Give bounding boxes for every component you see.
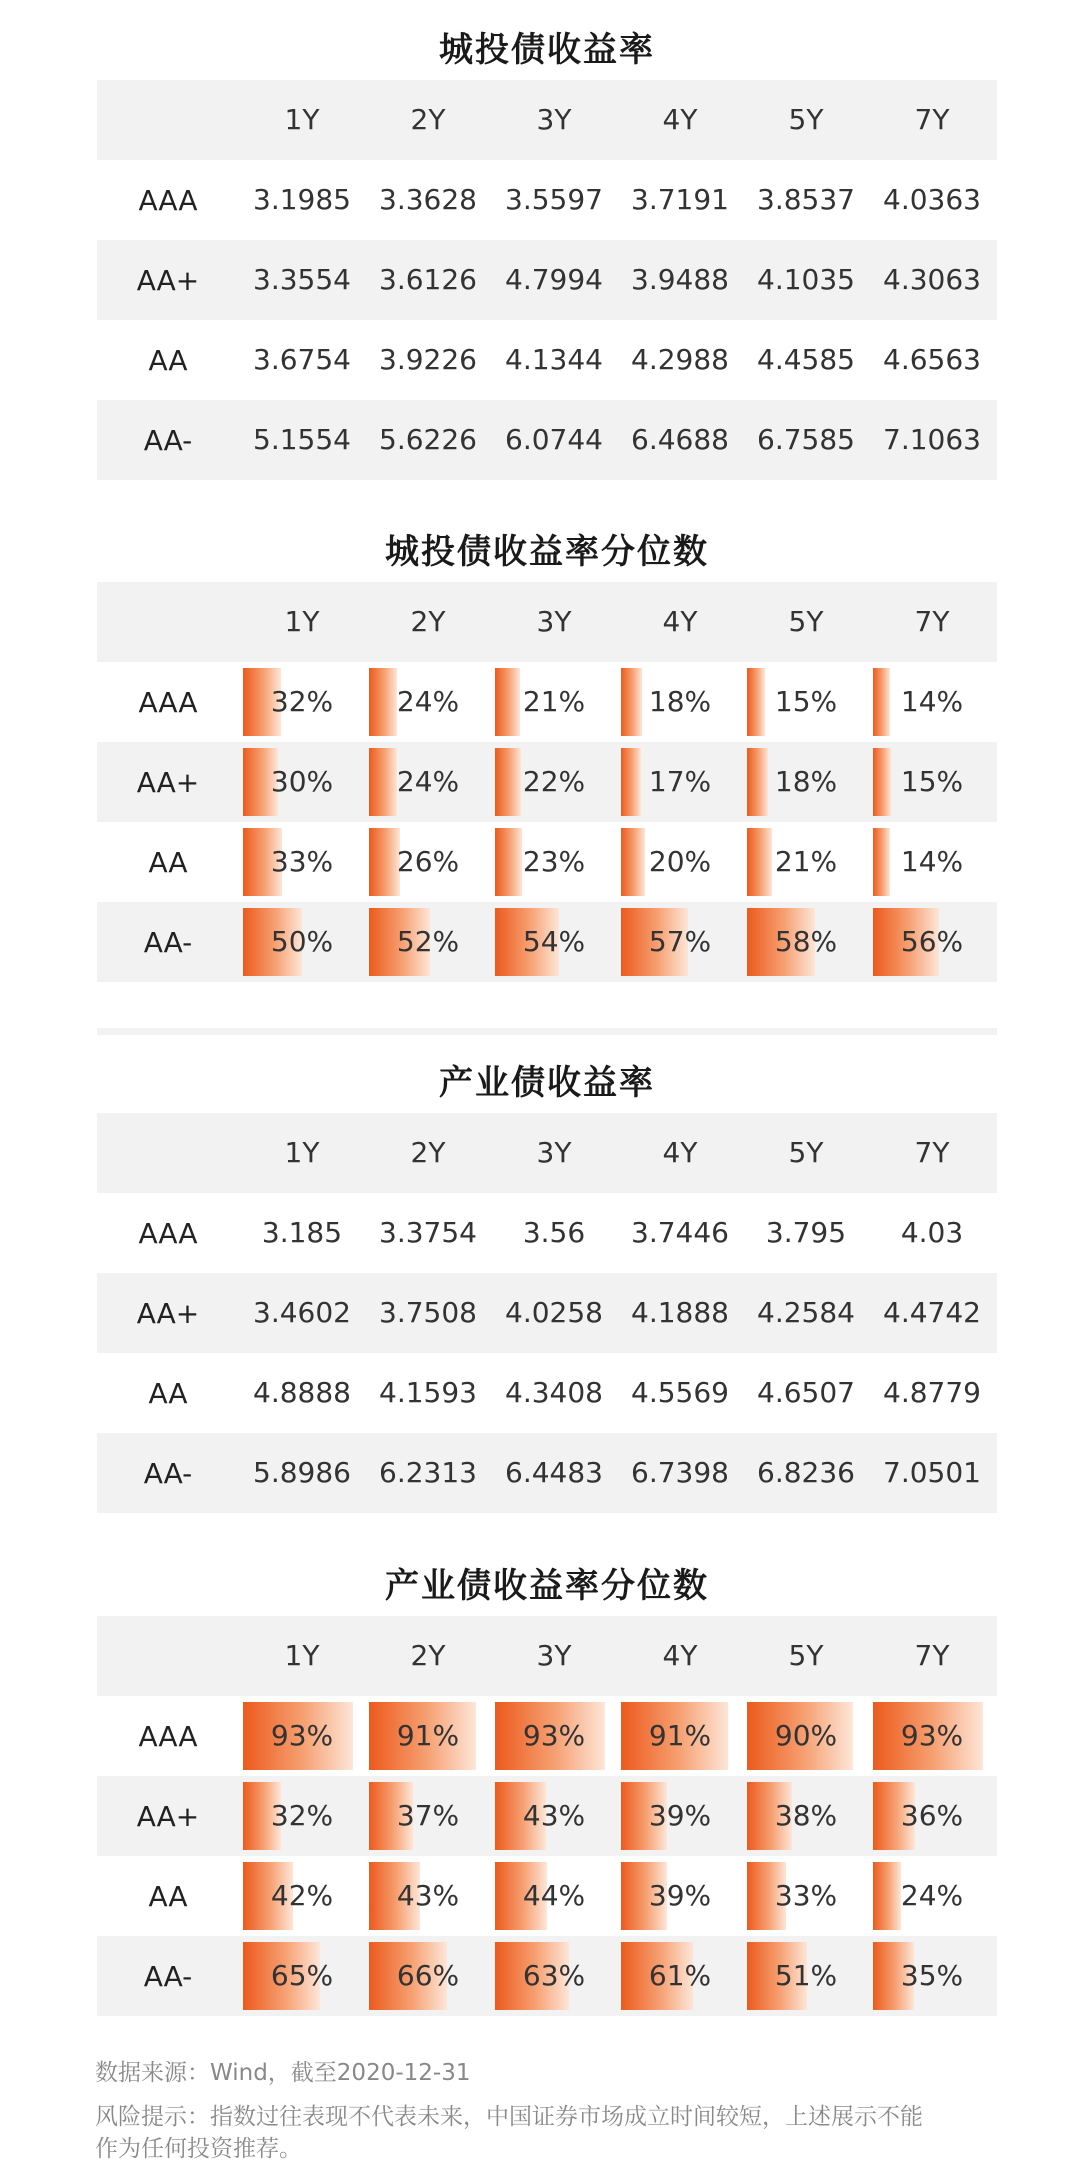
value-cell: 4.03: [900, 1216, 964, 1249]
value-cell: 4.1344: [505, 343, 603, 376]
value-cell: 4.4742: [883, 1296, 981, 1329]
value-cell: 3.795: [765, 1216, 847, 1249]
percentile-cell: [869, 902, 995, 982]
header-row: [97, 582, 997, 662]
percentile-cell: [617, 1936, 743, 2016]
percentile-cell: [239, 1856, 365, 1936]
row-label: AA-: [143, 1456, 193, 1490]
table-row: [97, 822, 997, 902]
value-cell: 4.6563: [883, 343, 981, 376]
percentile-value: 44%: [522, 1879, 586, 1912]
row-label: AA: [148, 343, 188, 377]
section-divider: [97, 1028, 997, 1035]
value-cell: 4.1593: [379, 1376, 477, 1409]
percentile-cell: [491, 902, 617, 982]
percentile-cell: [491, 1776, 617, 1856]
column-header: 7Y: [914, 103, 950, 136]
percentile-cell: [365, 662, 491, 742]
percentile-value: 15%: [900, 765, 964, 798]
table-row: [97, 1776, 997, 1856]
row-label: AA+: [136, 1296, 200, 1330]
header-row: [97, 80, 997, 160]
percentile-value: 42%: [270, 1879, 334, 1912]
column-header: 5Y: [788, 605, 824, 638]
percentile-value: 43%: [396, 1879, 460, 1912]
row-label: AA+: [136, 765, 200, 799]
percentile-cell: [743, 1776, 869, 1856]
table-row: [97, 902, 997, 982]
value-cell: 6.0744: [505, 423, 603, 456]
value-cell: 7.0501: [883, 1456, 981, 1489]
percentile-value: 18%: [774, 765, 838, 798]
value-cell: 5.1554: [253, 423, 351, 456]
percentile-value: 58%: [774, 925, 838, 958]
column-header: 3Y: [536, 1639, 572, 1672]
percentile-cell: [239, 1936, 365, 2016]
value-cell: 3.3754: [379, 1216, 477, 1249]
table-row: [97, 1433, 997, 1513]
percentile-cell: [239, 1776, 365, 1856]
value-cell: 3.7446: [631, 1216, 729, 1249]
column-header: 5Y: [788, 1639, 824, 1672]
value-cell: 4.3063: [883, 263, 981, 296]
value-cell: 6.2313: [379, 1456, 477, 1489]
value-cell: 6.4483: [505, 1456, 603, 1489]
table-row: [97, 1936, 997, 2016]
percentile-cell: [617, 822, 743, 902]
percentile-cell: [743, 1856, 869, 1936]
row-label: AAA: [138, 1216, 198, 1250]
header-row: [97, 1616, 997, 1696]
value-cell: 6.7585: [757, 423, 855, 456]
percentile-value: 39%: [648, 1799, 712, 1832]
percentile-value: 24%: [396, 765, 460, 798]
table-row: [97, 240, 997, 320]
percentile-value: 43%: [522, 1799, 586, 1832]
column-header: 4Y: [662, 1639, 698, 1672]
column-header: 2Y: [410, 1639, 446, 1672]
percentile-cell: [869, 1856, 995, 1936]
percentile-cell: [743, 822, 869, 902]
percentile-value: 61%: [648, 1959, 712, 1992]
percentile-cell: [365, 1696, 491, 1776]
value-cell: 4.8888: [253, 1376, 351, 1409]
percentile-value: 23%: [522, 845, 586, 878]
percentile-value: 32%: [270, 685, 334, 718]
percentile-cell: [365, 1856, 491, 1936]
data-source-note: 数据来源：Wind，截至2020-12-31: [95, 2060, 471, 2086]
percentile-cell: [743, 902, 869, 982]
header-row: [97, 1113, 997, 1193]
percentile-cell: [365, 902, 491, 982]
value-cell: 4.2584: [757, 1296, 855, 1329]
value-cell: 4.1888: [631, 1296, 729, 1329]
percentile-cell: [743, 662, 869, 742]
percentile-cell: [617, 662, 743, 742]
value-cell: 6.4688: [631, 423, 729, 456]
percentile-value: 37%: [396, 1799, 460, 1832]
table-row: [97, 400, 997, 480]
table-title: 产业债收益率: [439, 1063, 655, 1103]
table-row: [97, 662, 997, 742]
value-cell: 6.7398: [631, 1456, 729, 1489]
percentile-value: 54%: [522, 925, 586, 958]
percentile-value: 35%: [900, 1959, 964, 1992]
row-label: AAA: [138, 183, 198, 217]
value-cell: 4.6507: [757, 1376, 855, 1409]
row-label: AA+: [136, 1799, 200, 1833]
percentile-cell: [365, 822, 491, 902]
table-row: [97, 1696, 997, 1776]
percentile-cell: [239, 902, 365, 982]
table-chengtou-percentile: [97, 522, 997, 982]
value-cell: 3.5597: [505, 183, 603, 216]
table-row: [97, 742, 997, 822]
table-industry-yield: [97, 1053, 997, 1513]
percentile-cell: [869, 822, 995, 902]
percentile-value: 15%: [774, 685, 838, 718]
column-header: 1Y: [284, 103, 320, 136]
percentile-value: 91%: [396, 1719, 460, 1752]
percentile-cell: [239, 662, 365, 742]
column-header: 1Y: [284, 1136, 320, 1169]
row-label: AA-: [143, 1959, 193, 1993]
percentile-value: 38%: [774, 1799, 838, 1832]
column-header: 7Y: [914, 1639, 950, 1672]
percentile-value: 66%: [396, 1959, 460, 1992]
percentile-value: 57%: [648, 925, 712, 958]
percentile-value: 30%: [270, 765, 334, 798]
value-cell: 4.7994: [505, 263, 603, 296]
percentile-value: 39%: [648, 1879, 712, 1912]
percentile-cell: [239, 742, 365, 822]
column-header: 7Y: [914, 1136, 950, 1169]
percentile-value: 63%: [522, 1959, 586, 1992]
percentile-cell: [617, 1776, 743, 1856]
row-label: AA+: [136, 263, 200, 297]
value-cell: 4.5569: [631, 1376, 729, 1409]
percentile-value: 20%: [648, 845, 712, 878]
row-label: AA: [148, 1879, 188, 1913]
column-header: 2Y: [410, 1136, 446, 1169]
percentile-cell: [617, 1856, 743, 1936]
risk-warning-line-2: 作为任何投资推荐。: [95, 2136, 302, 2162]
value-cell: 4.0258: [505, 1296, 603, 1329]
percentile-value: 14%: [900, 685, 964, 718]
percentile-value: 17%: [648, 765, 712, 798]
table-industry-percentile: [97, 1556, 997, 2016]
percentile-cell: [743, 1936, 869, 2016]
value-cell: 3.7191: [631, 183, 729, 216]
column-header: 4Y: [662, 103, 698, 136]
value-cell: 4.3408: [505, 1376, 603, 1409]
value-cell: 4.8779: [883, 1376, 981, 1409]
table-row: [97, 160, 997, 240]
percentile-value: 33%: [774, 1879, 838, 1912]
table-row: [97, 1193, 997, 1273]
percentile-cell: [491, 742, 617, 822]
percentile-value: 14%: [900, 845, 964, 878]
column-header: 7Y: [914, 605, 950, 638]
percentile-value: 93%: [522, 1719, 586, 1752]
percentile-value: 36%: [900, 1799, 964, 1832]
value-cell: 3.8537: [757, 183, 855, 216]
percentile-cell: [869, 662, 995, 742]
value-cell: 3.9488: [631, 263, 729, 296]
percentile-value: 51%: [774, 1959, 838, 1992]
column-header: 3Y: [536, 103, 572, 136]
percentile-value: 90%: [774, 1719, 838, 1752]
percentile-value: 93%: [270, 1719, 334, 1752]
value-cell: 3.185: [261, 1216, 343, 1249]
column-header: 1Y: [284, 1639, 320, 1672]
value-cell: 4.4585: [757, 343, 855, 376]
value-cell: 3.7508: [379, 1296, 477, 1329]
table-row: [97, 1273, 997, 1353]
percentile-value: 21%: [522, 685, 586, 718]
percentile-cell: [869, 1936, 995, 2016]
risk-warning-line-1: 风险提示：指数过往表现不代表未来，中国证券市场成立时间较短，上述展示不能: [95, 2104, 923, 2130]
percentile-cell: [491, 1936, 617, 2016]
percentile-value: 24%: [900, 1879, 964, 1912]
table-row: [97, 320, 997, 400]
column-header: 5Y: [788, 103, 824, 136]
table-chengtou-yield: [97, 20, 997, 480]
percentile-cell: [491, 1696, 617, 1776]
row-label: AA: [148, 845, 188, 879]
column-header: 1Y: [284, 605, 320, 638]
value-cell: 4.1035: [757, 263, 855, 296]
value-cell: 3.3628: [379, 183, 477, 216]
value-cell: 4.2988: [631, 343, 729, 376]
percentile-cell: [491, 662, 617, 742]
percentile-cell: [617, 1696, 743, 1776]
percentile-cell: [617, 902, 743, 982]
value-cell: 4.0363: [883, 183, 981, 216]
value-cell: 3.4602: [253, 1296, 351, 1329]
percentile-cell: [869, 1696, 995, 1776]
percentile-value: 24%: [396, 685, 460, 718]
value-cell: 3.3554: [253, 263, 351, 296]
percentile-value: 22%: [522, 765, 586, 798]
value-cell: 3.56: [522, 1216, 586, 1249]
percentile-cell: [365, 742, 491, 822]
column-header: 4Y: [662, 1136, 698, 1169]
percentile-value: 91%: [648, 1719, 712, 1752]
column-header: 4Y: [662, 605, 698, 638]
row-label: AAA: [138, 685, 198, 719]
percentile-cell: [239, 822, 365, 902]
percentile-value: 52%: [396, 925, 460, 958]
percentile-cell: [491, 822, 617, 902]
percentile-value: 18%: [648, 685, 712, 718]
value-cell: 3.9226: [379, 343, 477, 376]
column-header: 2Y: [410, 103, 446, 136]
percentile-cell: [869, 1776, 995, 1856]
table-title: 产业债收益率分位数: [385, 1566, 709, 1606]
value-cell: 6.8236: [757, 1456, 855, 1489]
column-header: 2Y: [410, 605, 446, 638]
value-cell: 5.6226: [379, 423, 477, 456]
row-label: AA-: [143, 925, 193, 959]
table-row: [97, 1353, 997, 1433]
percentile-cell: [617, 742, 743, 822]
percentile-value: 93%: [900, 1719, 964, 1752]
table-title: 城投债收益率: [439, 30, 655, 70]
column-header: 5Y: [788, 1136, 824, 1169]
table-title: 城投债收益率分位数: [385, 532, 709, 572]
percentile-cell: [239, 1696, 365, 1776]
column-header: 3Y: [536, 1136, 572, 1169]
percentile-cell: [869, 742, 995, 822]
percentile-value: 32%: [270, 1799, 334, 1832]
value-cell: 3.6754: [253, 343, 351, 376]
value-cell: 5.8986: [253, 1456, 351, 1489]
percentile-value: 65%: [270, 1959, 334, 1992]
percentile-value: 50%: [270, 925, 334, 958]
percentile-cell: [365, 1776, 491, 1856]
percentile-value: 21%: [774, 845, 838, 878]
percentile-cell: [743, 742, 869, 822]
row-label: AA-: [143, 423, 193, 457]
percentile-cell: [743, 1696, 869, 1776]
column-header: 3Y: [536, 605, 572, 638]
percentile-cell: [365, 1936, 491, 2016]
row-label: AA: [148, 1376, 188, 1410]
value-cell: 3.1985: [253, 183, 351, 216]
value-cell: 7.1063: [883, 423, 981, 456]
value-cell: 3.6126: [379, 263, 477, 296]
percentile-value: 26%: [396, 845, 460, 878]
percentile-cell: [491, 1856, 617, 1936]
row-label: AAA: [138, 1719, 198, 1753]
table-row: [97, 1856, 997, 1936]
percentile-value: 33%: [270, 845, 334, 878]
percentile-value: 56%: [900, 925, 964, 958]
